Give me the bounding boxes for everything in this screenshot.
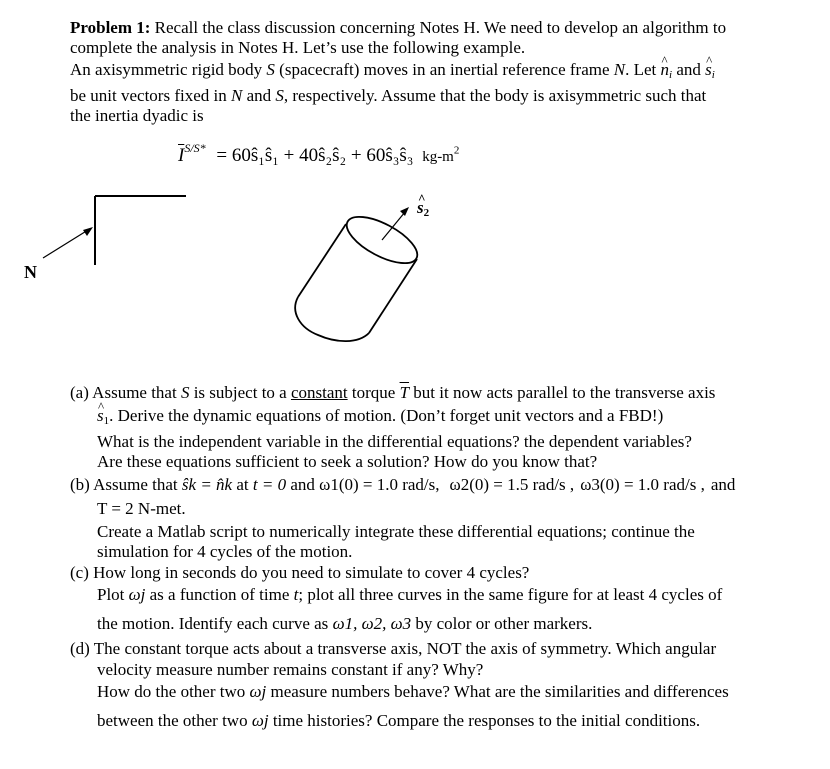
part-c-line-1: (c) How long in seconds do you need to simulate to cover 4 cycles?	[70, 563, 530, 582]
part-b-text-1b: at	[232, 475, 253, 494]
units-power: 2	[453, 144, 460, 157]
part-d-omega-j-2: ωj	[251, 711, 269, 730]
part-b-text-1c: and	[286, 475, 320, 494]
symbol-S: S	[266, 60, 275, 79]
part-b-line-2: T = 2 N-met.	[97, 499, 186, 518]
part-b-omega1: ω1(0) = 1.0 rad/s,	[319, 475, 440, 494]
cylinder-right-edge	[369, 259, 417, 333]
frame-pointer-arrowhead	[83, 227, 93, 236]
part-b-and: and	[710, 475, 736, 494]
part-a-text-1b: is subject to a	[189, 383, 291, 402]
part-a-text-1c: torque	[347, 383, 400, 402]
and-word: and	[672, 60, 706, 79]
part-c-text-2b: as a function of time	[145, 585, 294, 604]
part-d-text-4b: time histories? Compare the responses to the initial conditions.	[268, 711, 701, 730]
symbol-N: N	[613, 60, 626, 79]
part-b-line-1	[70, 475, 735, 495]
part-b-line-4: simulation for 4 cycles of the motion.	[97, 542, 353, 561]
part-a-S: S	[180, 383, 190, 402]
symbol-N-2: N	[231, 86, 243, 105]
axis-label-s: ^ s	[417, 198, 424, 218]
part-c-text-3a: the motion. Identify each curve as	[97, 614, 333, 633]
part-d-text-4a: between the other two	[97, 711, 252, 730]
part-b-text-1a: (b) Assume that	[70, 475, 182, 494]
part-d-line-4	[97, 711, 700, 731]
part-a-torque-T: $\overline{T}$	[399, 383, 410, 402]
intro-text-4a: be unit vectors fixed in	[70, 86, 231, 105]
frame-label-N: N	[24, 262, 37, 282]
part-c-omega-j: ωj	[128, 585, 146, 604]
intro-text-4b: and	[242, 86, 276, 105]
part-b-line-3: Create a Matlab script to numerically integrate these differential equations; continue the	[97, 522, 695, 541]
intro-text-3a: An axisymmetric rigid body	[70, 60, 267, 79]
intro-line-5: the inertia dyadic is	[70, 106, 204, 125]
part-a-text-1a: (a) Assume that	[70, 383, 181, 402]
part-a-line-4: Are these equations sufficient to seek a solution? How do you know that?	[97, 452, 598, 471]
intro-text-3c: . Let	[625, 60, 661, 79]
part-d-line-1: (d) The constant torque acts about a transverse axis, NOT the axis of symmetry. Which angular	[70, 639, 717, 658]
part-d-omega-j: ωj	[249, 682, 267, 701]
symbol-S-2: S	[275, 86, 284, 105]
part-a-s1-sub: 1	[103, 415, 110, 427]
part-a-text-1d: but it now acts parallel to the transverse axis	[409, 383, 716, 402]
part-c-line-2	[97, 585, 722, 605]
part-d-line-2: velocity measure number remains constant if any? Why?	[97, 660, 484, 679]
part-c-omegas: ω1, ω2, ω3	[332, 614, 412, 633]
part-a-line-3: What is the independent variable in the differential equations? the dependent variables?	[97, 432, 692, 451]
sub-i-s: i	[711, 69, 715, 81]
part-a-line-1	[70, 383, 715, 403]
part-c-text-2a: Plot	[97, 585, 129, 604]
cylinder-bottom-curve	[295, 297, 369, 341]
intro-text-4c: , respectively. Assume that the body is axisymmetric such that	[283, 86, 707, 105]
inertia-units: kg-m	[422, 149, 454, 165]
cylinder-body	[295, 208, 424, 342]
cylinder-left-edge	[298, 224, 346, 297]
part-c-text-2c: ; plot all three curves in the same figure for at least 4 cycles of	[298, 585, 723, 604]
part-d-text-3b: measure numbers behave? What are the similarities and differences	[266, 682, 729, 701]
inertia-symbol: $\overline{I}$	[178, 145, 185, 166]
frame-pointer-line	[43, 230, 88, 258]
intro-text-3b: (spacecraft) moves in an inertial reference frame	[274, 60, 614, 79]
part-a-line-2	[97, 406, 663, 426]
part-b-omega3: ω3(0) = 1.0 rad/s ,	[580, 475, 705, 494]
unit-vector-s: ^ s	[705, 60, 712, 80]
part-b-vector-eq: ŝk = n̂k	[181, 475, 233, 494]
part-a-s1: ^ s	[97, 406, 104, 426]
problem-heading: Problem 1:	[70, 18, 151, 37]
part-d-text-3a: How do the other two	[97, 682, 250, 701]
part-d-line-3	[97, 682, 729, 702]
intro-text-1: Recall the class discussion concerning Notes H. We need to develop an algorithm to	[154, 18, 727, 37]
part-c-text-3b: by color or other markers.	[411, 614, 593, 633]
axis-s2-line	[382, 212, 405, 240]
part-c-line-3	[97, 614, 592, 634]
part-a-text-2b: . Derive the dynamic equations of motion. (Don’t forget unit vectors and a FBD!)	[109, 406, 664, 425]
unit-vector-n: ^ n	[661, 60, 670, 80]
part-b-omega2: ω2(0) = 1.5 rad/s ,	[449, 475, 575, 494]
axis-label-s2	[417, 198, 429, 218]
axis-s2-arrowhead	[400, 207, 409, 216]
part-b-t0: t = 0	[252, 475, 287, 494]
inertia-rhs: = 60ŝ₁ŝ₁ + 40ŝ₂ŝ₂ + 60ŝ₃ŝ₃	[216, 145, 414, 166]
intro-line-2: complete the analysis in Notes H. Let’s use the following example.	[70, 38, 526, 57]
axis-label-sub: 2	[423, 207, 430, 219]
inertia-superscript: S/S*	[184, 141, 206, 155]
sub-i-n: i	[669, 69, 673, 81]
part-c-time-t: t	[293, 585, 299, 604]
part-a-constant: constant	[290, 383, 348, 402]
